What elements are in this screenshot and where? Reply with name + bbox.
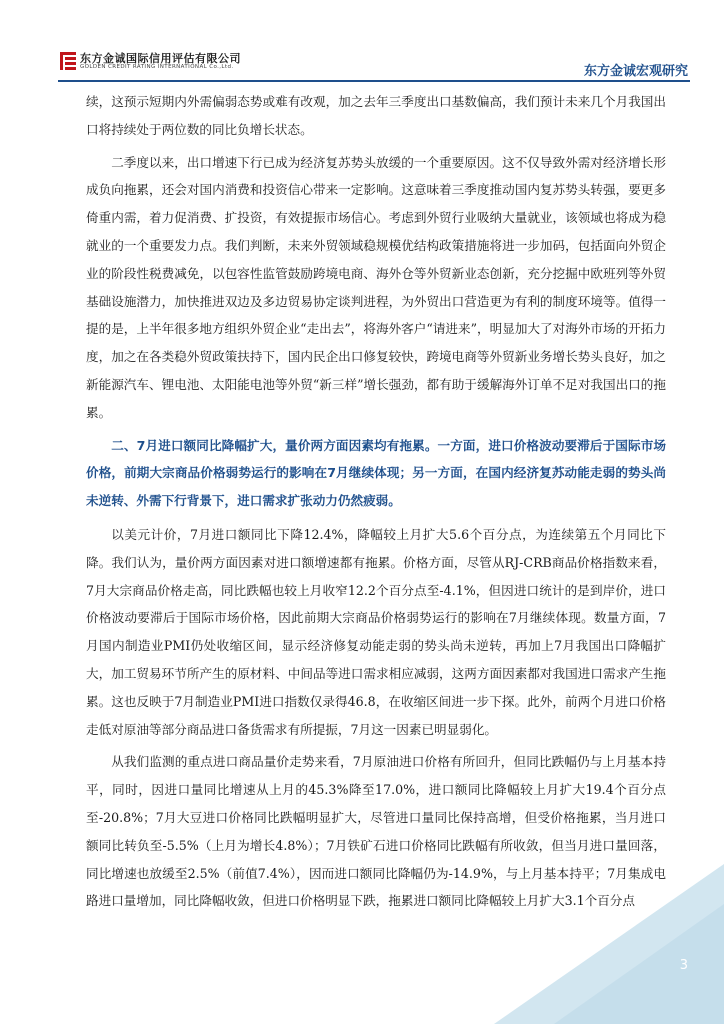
page-number: 3 [679, 958, 688, 973]
document-body [86, 88, 666, 920]
company-name-cn: 东方金诚国际信用评估有限公司 [80, 52, 241, 65]
company-logo-icon [60, 52, 76, 70]
page-header [0, 0, 724, 80]
corner-decoration [494, 864, 724, 1024]
report-series-title: 东方金诚宏观研究 [583, 64, 688, 79]
company-name-en: GOLDEN CREDIT RATING INTERNATIONAL Co.,Ltd. [80, 64, 234, 70]
paragraph-commodity-detail: 从我们监测的重点进口商品量价走势来看，7月原油进口价格有所回升，但同比跌幅仍与上月基本持平，同时，因进口量同比增速从上月的45.3%降至17.0%，进口额同比降幅较上月扩大19.4个百分点至-20.8%；7月大豆进口价格同比跌幅明显扩大，尽管进口量同比保持高增，但受价格拖累，当月进口额同比转负至-5.5%（上月为增长4.8%）；7月铁矿石进口价格同比跌幅有所收敛，但当月进口量回落，同比增速也放缓至2.5%（前值7.4%），因而进口额同比降幅仍为-14.9%，与上月基本持平；7月集成电路进口量增加，同比降幅收敛，但进口价格明显下跌，拖累进口额同比降幅较上月扩大3.1个百分点 [86, 754, 666, 909]
paragraph-export-outlook: 二季度以来，出口增速下行已成为经济复苏势头放缓的一个重要原因。这不仅导致外需对经济增长形成负向拖累，还会对国内消费和投资信心带来一定影响。这意味着三季度推动国内复苏势头转强，要更多倚重内需，着力促消费、扩投资，有效提振市场信心。考虑到外贸行业吸纳大量就业，该领域也将成为稳就业的一个重要发力点。我们判断，未来外贸领域稳规模优结构政策措施将进一步加码，包括面向外贸企业的阶段性税费减免，以包容性监管鼓励跨境电商、海外仓等外贸新业态创新，充分挖掘中欧班列等外贸基础设施潜力，加快推进双边及多边贸易协定谈判进程，为外贸出口营造更为有利的制度环境等。值得一提的是，上半年很多地方组织外贸企业“走出去”，将海外客户“请进来”，明显加大了对海外市场的开拓力度，加之在各类稳外贸政策扶持下，国内民企出口修复较快，跨境电商等外贸新业务增长势头良好，加之新能源汽车、锂电池、太阳能电池等外贸“新三样”增长强劲，都有助于缓解海外订单不足对我国出口的拖累。 [86, 154, 666, 420]
header-divider [58, 80, 690, 82]
paragraph-import-analysis: 以美元计价，7月进口额同比下降12.4%，降幅较上月扩大5.6个百分点，为连续第五个月同比下降。我们认为，量价两方面因素对进口额增速都有拖累。价格方面，尽管从RJ-CRB商品价格指数来看，7月大宗商品价格走高，同比跌幅也较上月收窄12.2个百分点至-4.1%，但因进口统计的是到岸价，进口价格波动要滞后于国际市场价格，因此前期大宗商品价格弱势运行的影响在7月继续体现。数量方面，7月国内制造业PMI仍处收缩区间，显示经济修复动能走弱的势头尚未逆转，再加上7月我国出口降幅扩大，加工贸易环节所产生的原材料、中间品等进口需求相应减弱，这两方面因素都对我国进口需求产生拖累。这也反映于7月制造业PMI进口指数仅录得46.8，在收缩区间进一步下探。此外，前两个月进口价格走低对原油等部分商品进口备货需求有所提振，7月这一因素已明显弱化。 [86, 526, 666, 737]
paragraph-continued: 续，这预示短期内外需偏弱态势或难有改观，加之去年三季度出口基数偏高，我们预计未来几个月我国出口将持续处于两位数的同比负增长状态。 [86, 94, 666, 137]
section-heading-imports: 二、7月进口额同比降幅扩大，量价两方面因素均有拖累。一方面，进口价格波动要滞后于国际市场价格，前期大宗商品价格弱势运行的影响在7月继续体现；另一方面，在国内经济复苏动能走弱的势头尚未逆转、外需下行背景下，进口需求扩张动力仍然疲弱。 [86, 437, 666, 509]
